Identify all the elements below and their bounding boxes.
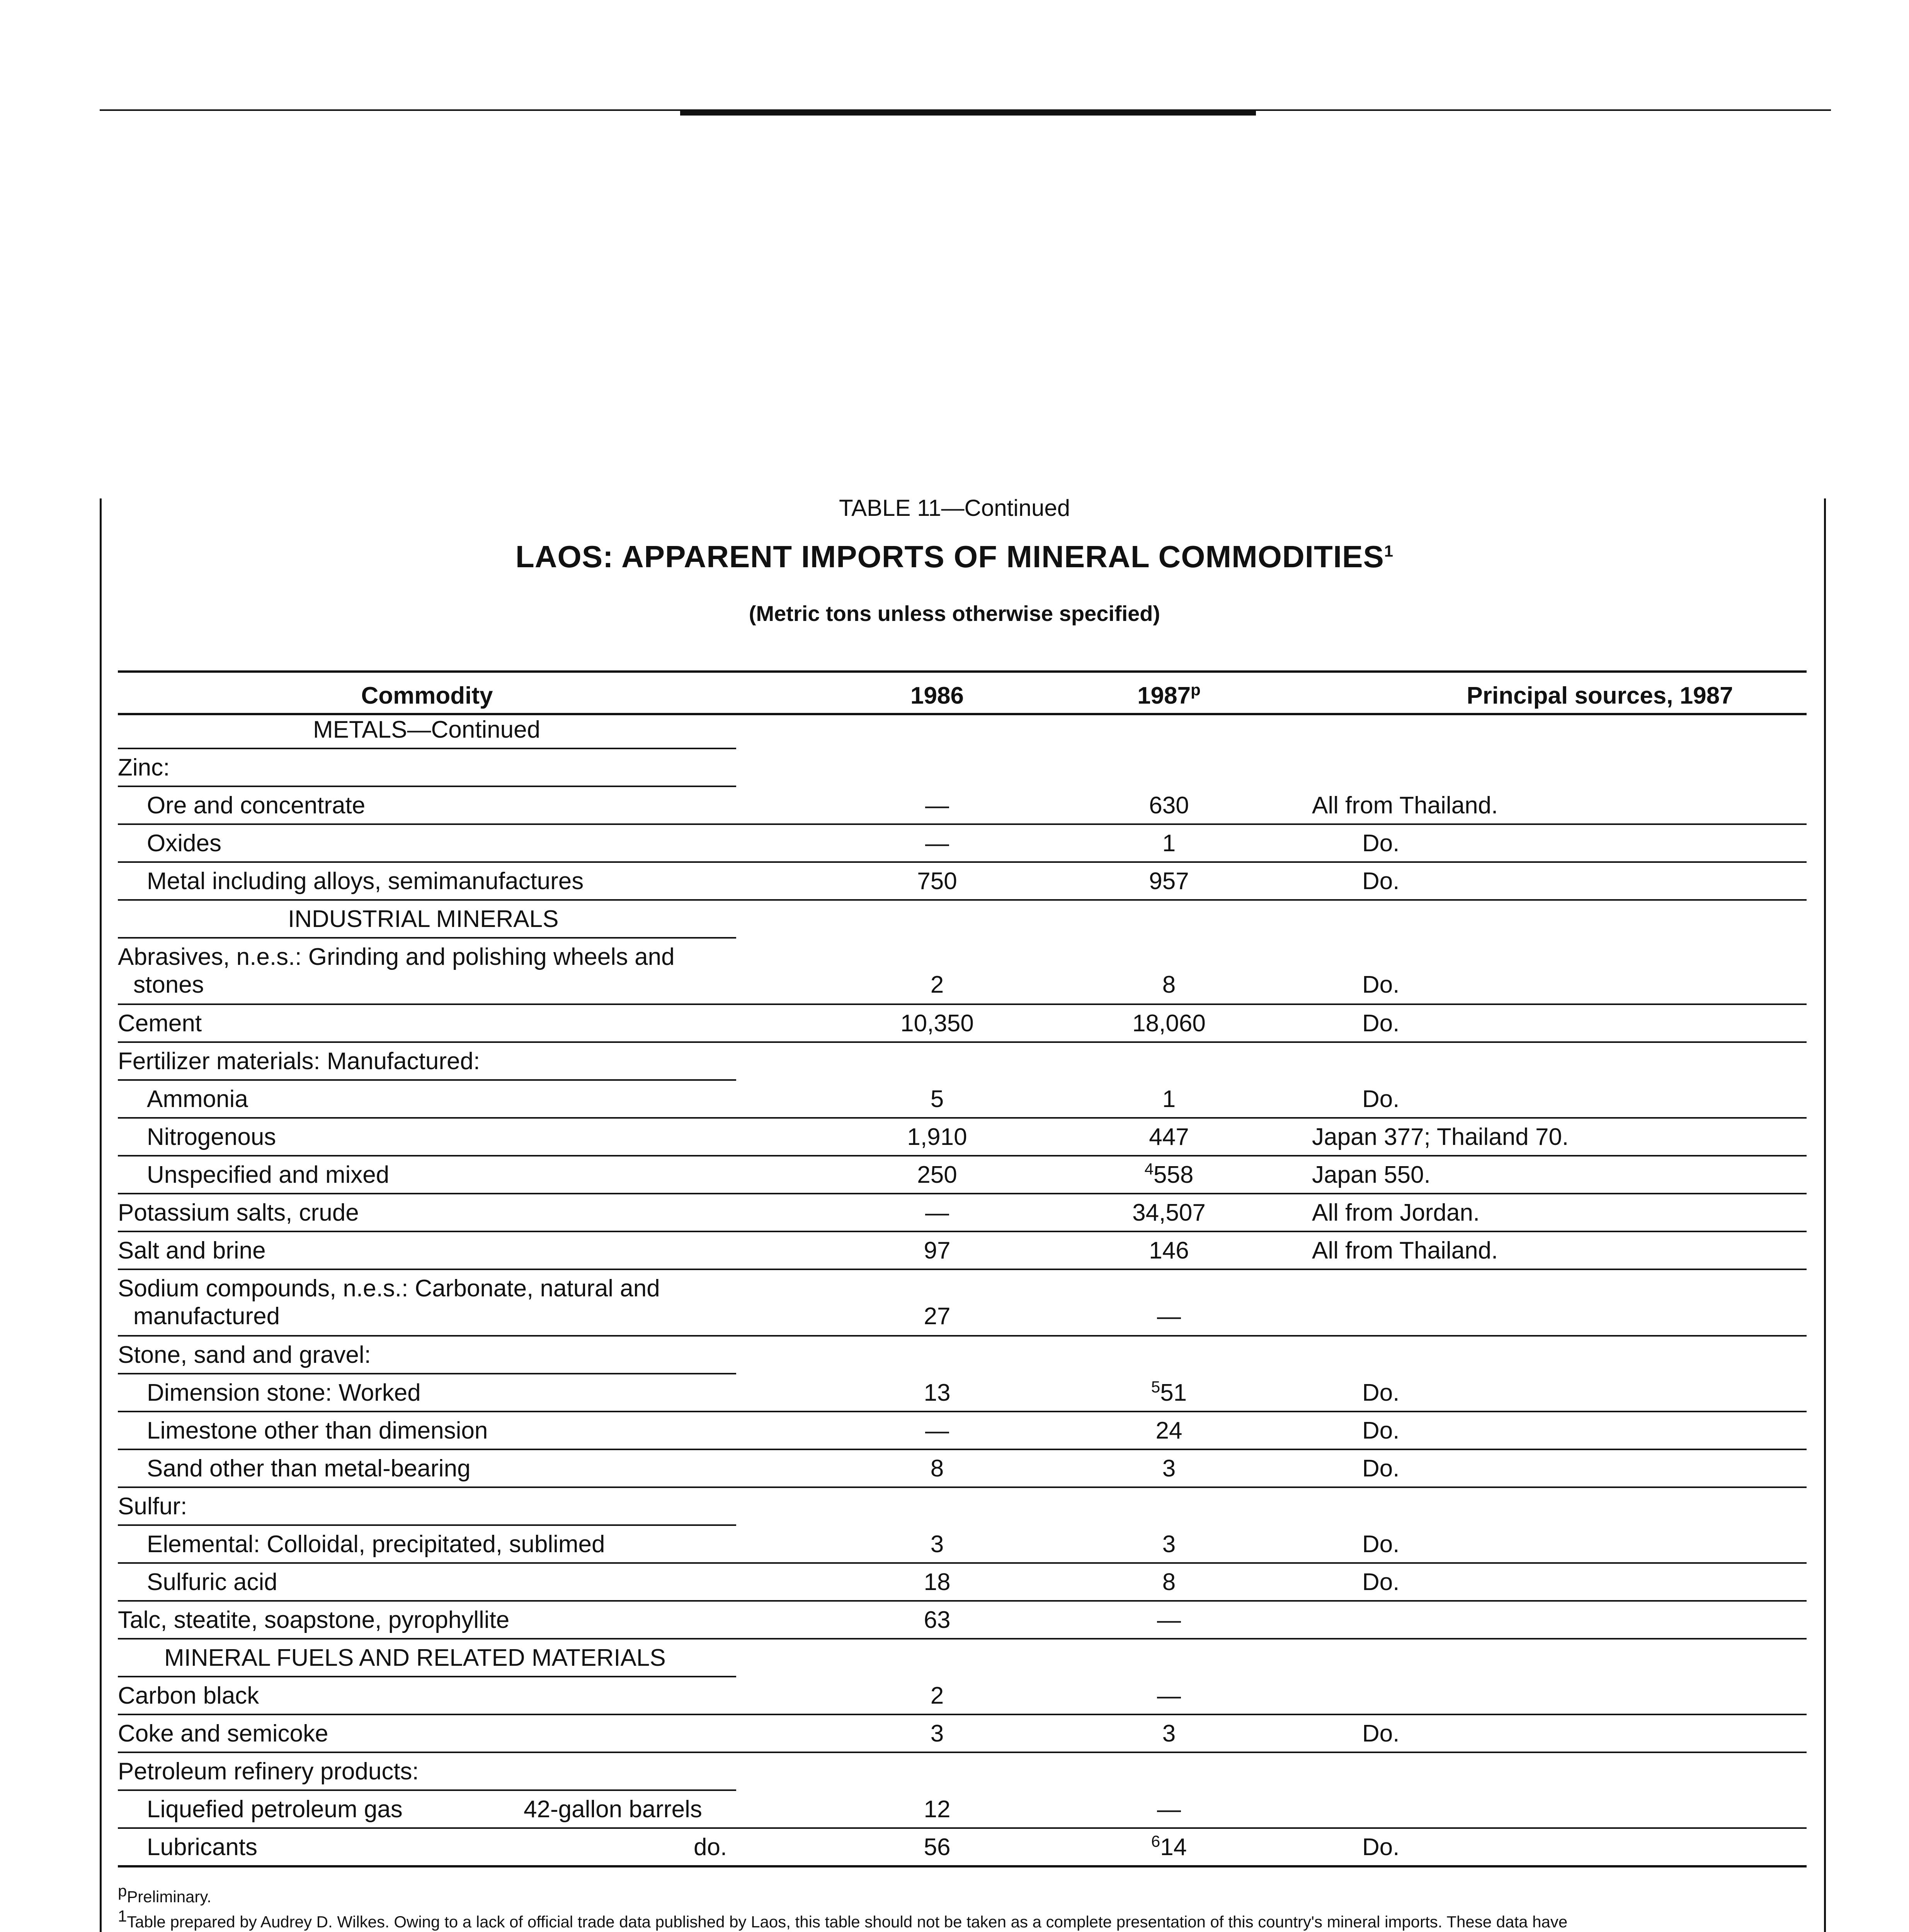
header-bottom-rule bbox=[118, 713, 1807, 715]
header-top-rule bbox=[118, 670, 1807, 673]
header-sources: Principal sources, 1987 bbox=[1467, 682, 1733, 709]
header-1987: 1987$^p$ bbox=[1137, 680, 1201, 709]
title-footnote-mark: 1 bbox=[1384, 542, 1394, 560]
left-frame-line bbox=[100, 498, 102, 1932]
table-title: LAOS: APPARENT IMPORTS OF MINERAL COMMODITIES$^1$ bbox=[515, 539, 1394, 574]
header-1986: 1986 bbox=[910, 682, 964, 709]
table-caption: TABLE 11—Continued bbox=[839, 495, 1070, 521]
footnote: pPreliminary. bbox=[118, 1882, 211, 1906]
right-frame-line bbox=[1824, 498, 1826, 1932]
header-commodity: Commodity bbox=[361, 682, 493, 709]
table-subtitle: (Metric tons unless otherwise specified) bbox=[749, 601, 1160, 626]
top-rule-accent bbox=[680, 109, 1256, 116]
footnote: 1Table prepared by Audrey D. Wilkes. Owing to a lack of official trade data published by Laos, this table should not be taken as a complete presentation of this country's mineral imports. These data have bbox=[118, 1907, 1568, 1931]
